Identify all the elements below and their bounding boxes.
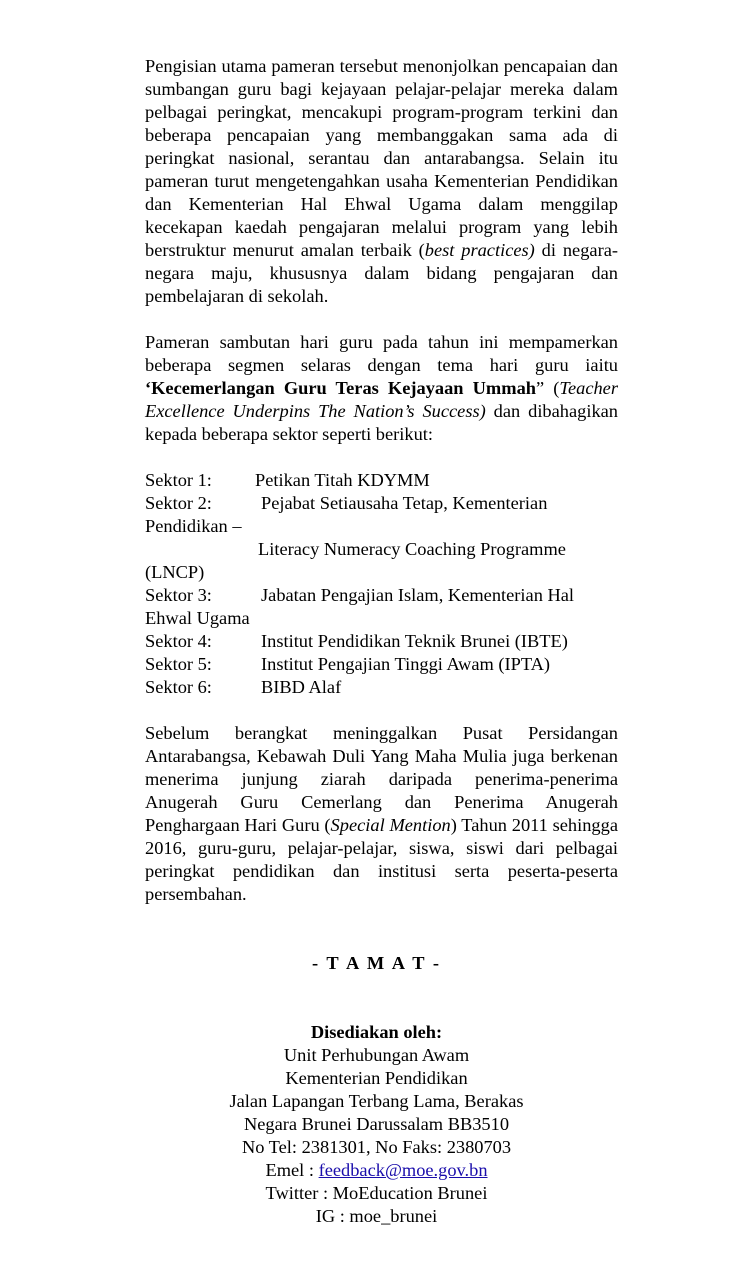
email-link[interactable]: feedback@moe.gov.bn [318, 1160, 488, 1180]
paragraph1-end-text: di negara-negara maju, khususnya dalam bidang pengajaran dan pembelajaran di sekolah. [145, 240, 618, 306]
sector-text: Institut Pengajian Tinggi Awam (IPTA) [261, 654, 551, 674]
contact-block [135, 1021, 618, 1228]
paragraph2-quote: ” ( [536, 378, 560, 398]
theme-english-italic: Teacher Excellence Underpins The Nation’s Success) [145, 378, 618, 421]
sector-text-indent: Literacy Numeracy Coaching Programme [258, 539, 566, 559]
spacer [145, 446, 618, 469]
sector-row-3 [145, 584, 618, 607]
spacer [145, 975, 618, 998]
document-page [145, 55, 618, 1228]
spacer [145, 699, 618, 722]
sector-label: Sektor 4: [145, 631, 212, 651]
paragraph-exhibition-content [145, 55, 618, 308]
sector-label: Sektor 5: [145, 654, 212, 674]
sector-row-2 [145, 492, 618, 515]
end-marker: - T A M A T - [312, 953, 441, 973]
paragraph3-end-text: ) Tahun 2011 sehingga 2016, guru-guru, pelajar-pelajar, siswa, siswi dari pelbagai peringkat pendidikan dan institusi serta peserta-peserta persembahan. [145, 815, 618, 904]
sector-text-wrap: Ehwal Ugama [145, 608, 250, 628]
contact-ministry: Kementerian Pendidikan [285, 1068, 468, 1088]
theme-bold: ‘Kecemerlangan Guru Teras Kejayaan Ummah [145, 378, 536, 398]
contact-address-line1: Jalan Lapangan Terbang Lama, Berakas [229, 1091, 524, 1111]
paragraph-theme [145, 331, 618, 446]
sector-text: Jabatan Pengajian Islam, Kementerian Hal [261, 585, 575, 605]
sector-text: Institut Pendidikan Teknik Brunei (IBTE) [261, 631, 568, 651]
sector-label: Sektor 6: [145, 677, 212, 697]
contact-instagram: IG : moe_brunei [315, 1206, 438, 1226]
paragraph-departure [145, 722, 618, 906]
prepared-by-heading: Disediakan oleh: [310, 1022, 443, 1042]
spacer [145, 998, 618, 1021]
sector-label: Sektor 2: [145, 493, 212, 513]
sector-row-1 [145, 469, 618, 492]
sector-row-5 [145, 653, 618, 676]
sector-text: Petikan Titah KDYMM [255, 470, 430, 490]
best-practices-italic: best practices) [424, 240, 535, 260]
paragraph1-text: Pengisian utama pameran tersebut menonjolkan pencapaian dan sumbangan guru bagi kejayaan pelajar-pelajar mereka dalam pelbagai peringkat, mencakupi program-program terkini dan beberapa pencapaian yang membanggakan sama ada di peringkat nasional, serantau dan antarabangsa. Selain itu pameran turut mengetengahkan usaha Kementerian Pendidikan dan Kementerian Hal Ehwal Ugama dalam menggilap kecekapan kaedah pengajaran melalui program yang lebih berstruktur menurut amalan terbaik ( [145, 56, 618, 260]
contact-phone: No Tel: 2381301, No Faks: 2380703 [241, 1137, 512, 1157]
sector-text: BIBD Alaf [261, 677, 342, 697]
spacer [145, 906, 618, 929]
sector-text-wrap: (LNCP) [145, 562, 205, 582]
contact-unit: Unit Perhubungan Awam [283, 1045, 470, 1065]
paragraph2-text: Pameran sambutan hari guru pada tahun ini mempamerkan beberapa segmen selaras dengan tema hari guru iaitu [145, 332, 618, 375]
contact-twitter: Twitter : MoEducation Brunei [265, 1183, 488, 1203]
sector-text: Pejabat Setiausaha Tetap, Kementerian [261, 493, 548, 513]
spacer [145, 929, 618, 952]
spacer [145, 308, 618, 331]
sector-list [145, 469, 618, 699]
contact-email-line [135, 1159, 618, 1182]
sector-label: Sektor 1: [145, 470, 212, 490]
paragraph2-end-text: dan dibahagikan kepada beberapa sektor seperti berikut: [145, 401, 618, 444]
special-mention-italic: Special Mention [330, 815, 451, 835]
sector-row-4 [145, 630, 618, 653]
email-label: Emel : [265, 1160, 319, 1180]
sector-text-wrap: Pendidikan – [145, 516, 242, 536]
sector-label: Sektor 3: [145, 585, 212, 605]
contact-address-line2: Negara Brunei Darussalam BB3510 [243, 1114, 510, 1134]
sector-row-6 [145, 676, 618, 699]
paragraph3-text: Sebelum berangkat meninggalkan Pusat Persidangan Antarabangsa, Kebawah Duli Yang Maha Mulia juga berkenan menerima junjung ziarah daripada penerima-penerima Anugerah Guru Cemerlang dan Penerima Anugerah Penghargaan Hari Guru ( [145, 723, 618, 835]
